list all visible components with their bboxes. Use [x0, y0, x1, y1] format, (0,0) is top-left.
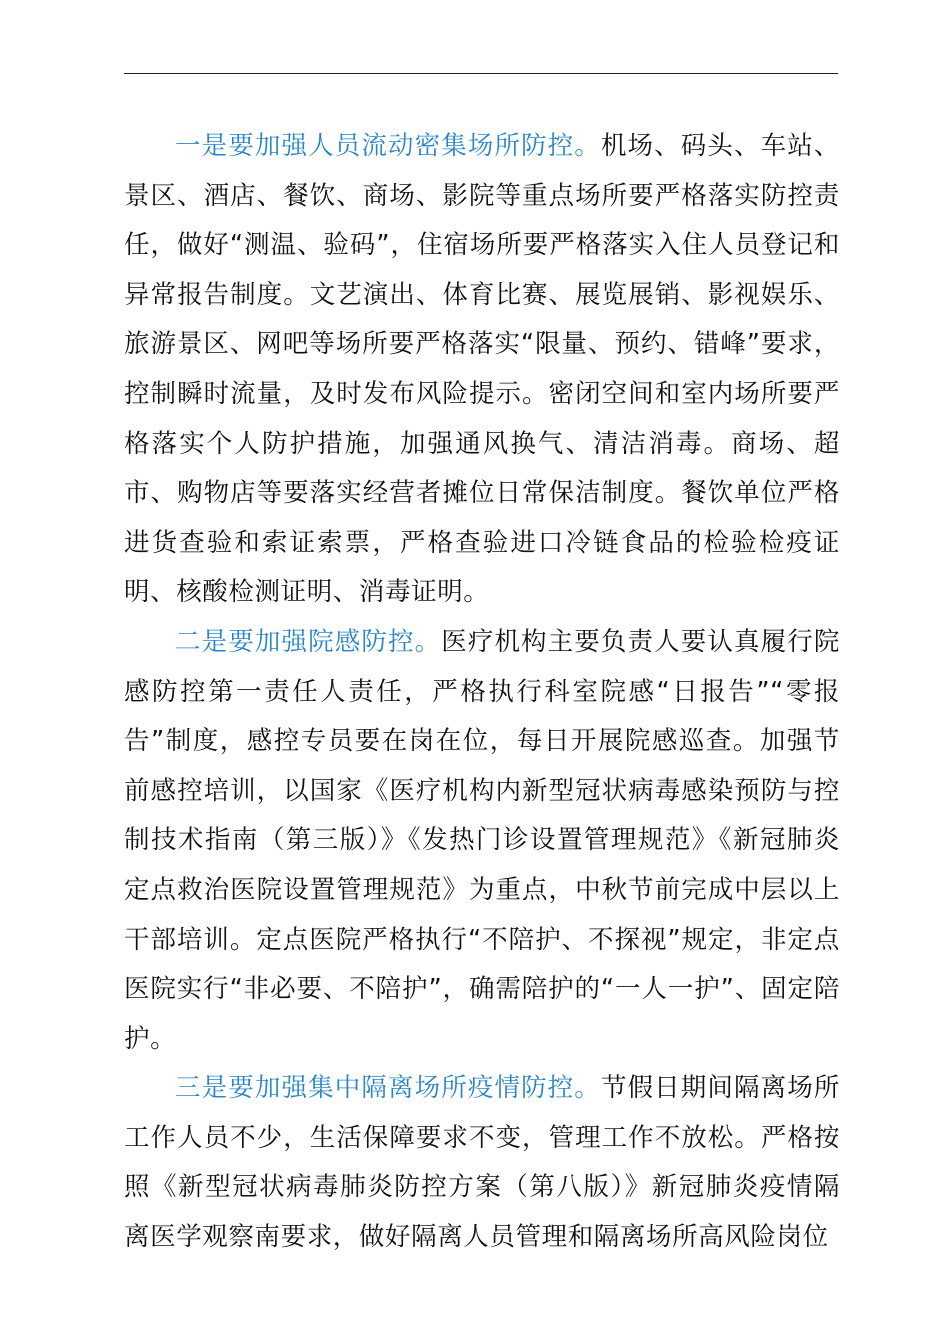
paragraph-1-lead: 一是要加强人员流动密集场所防控。 — [175, 131, 601, 161]
paragraph-2-lead: 二是要加强院感防控。 — [175, 626, 442, 657]
paragraph-1-body: 机场、码头、车站、景区、酒店、餐饮、商场、影院等重点场所要严格落实防控责任，做好“测温、验码”，住宿场所要严格落实入住人员登记和异常报告制度。文艺演出、体育比赛、展览展销、影视娱乐、旅游景区、网吧等场所要严格落实“限量、预约、错峰”要求，控制瞬时流量，及时发布风险提示。密闭空间和室内场所要严格落实个人防护措施，加强通风换气、清洁消毒。商场、超市、购物店等要落实经营者摊位日常保洁制度。餐饮单位严格进货查验和索证索票，严格查验进口冷链食品的检验检疫证明、核酸检测证明、消毒证明。 — [124, 131, 840, 608]
header-rule — [124, 73, 838, 74]
paragraph-2 — [124, 618, 840, 1064]
paragraph-3 — [124, 1064, 840, 1262]
paragraph-1 — [124, 122, 840, 618]
paragraph-2-body: 医疗机构主要负责人要认真履行院感防控第一责任人责任，严格执行科室院感“日报告”“零报告”制度，感控专员要在岗在位，每日开展院感巡查。加强节前感控培训，以国家《医疗机构内新型冠状病毒感染预防与控制技术指南（第三版）》《发热门诊设置管理规范》《新冠肺炎定点救治医院设置管理规范》为重点，中秋节前完成中层以上干部培训。定点医院严格执行“不陪护、不探视”规定，非定点医院实行“非必要、不陪护”，确需陪护的“一人一护”、固定陪护。 — [124, 626, 840, 1054]
paragraph-3-lead: 三是要加强集中隔离场所疫情防控。 — [175, 1073, 601, 1104]
document-body — [124, 122, 840, 1263]
paragraph-3-body: 节假日期间隔离场所工作人员不少，生活保障要求不变，管理工作不放松。严格按照《新型冠状病毒肺炎防控方案（第八版）》新冠肺炎疫情隔离医学观察南要求，做好隔离人员管理和隔离场所高风险岗位 — [124, 1073, 840, 1253]
